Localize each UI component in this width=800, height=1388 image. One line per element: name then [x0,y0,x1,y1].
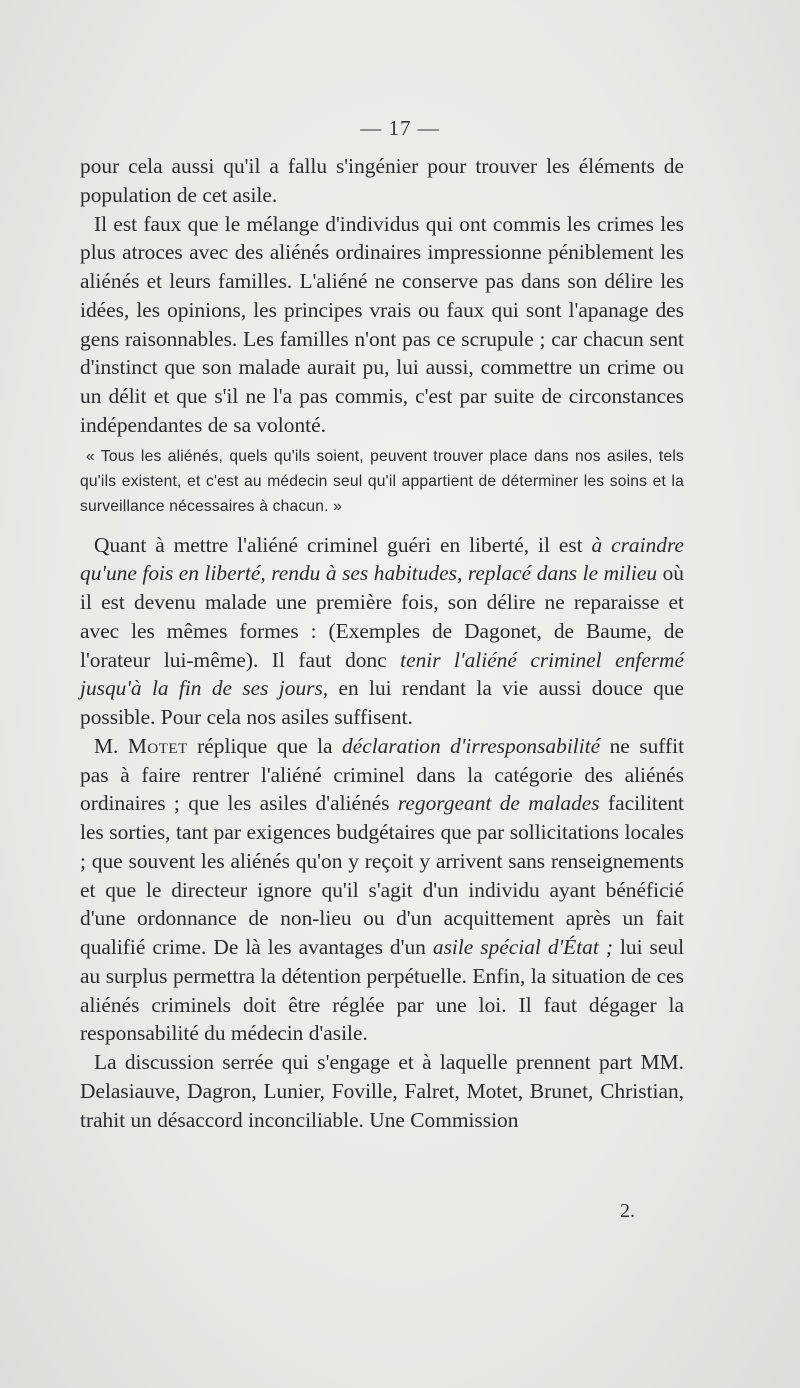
p3-text-2: où il est devenu malade une première fois, son délire ne reparaisse et avec les mêmes formes : (Exemples de Dagonet, de Baume, de l'orateur lui-même). Il faut donc [80,561,684,672]
signature-mark: 2. [620,1200,635,1222]
p4-italic-3: asile spécial d'État ; [432,935,613,959]
paragraph-liberation [80,531,684,732]
p3-text-3: en lui rendant la vie aussi douce que possible. Pour cela nos asiles suffisent. [80,676,684,729]
p4-italic-2: regorgeant de malades [397,791,600,816]
paragraph-families: Il est faux que le mélange d'individus qui ont commis les crimes les plus atroces avec des aliénés ordinaires impressionne péniblement les aliénés et leurs familles. L'aliéné ne conserve pas dans son délire les idées, les opinions, les principes vrais ou faux qui sont l'apanage des gens raisonnables. Les familles n'ont pas ce scrupule ; car chacun sent d'instinct que son malade aurait pu, lui aussi, commettre un crime ou un délit et que s'il ne l'a pas commis, c'est par suite de circonstances indépendantes de sa volonté. [80,211,684,437]
p4-prefix: M. [94,733,128,758]
p4-text-3: facilitent les sorties, tant par exigences budgétaires que par sollicitations locales ; que souvent les aliénés qu'on y reçoit y arrivent sans renseignements et que le directeur ignore qu'il s'agit d'un individu ayant bénéficié d'une ordonnance de non-lieu ou d'un acquittement après un fait qualifié crime. De là les avantages d'un [80,791,684,959]
speaker-name: Motet [127,733,188,758]
p3-italic-2: tenir l'aliéné criminel enfermé jusqu'à la fin de ses jours, [80,647,685,701]
p4-text-4: lui seul au surplus permettra la détention perpétuelle. Enfin, la situation de ces aliénés criminels doit être réglée par une loi. Il faut dégager la responsabilité du médecin d'asile. [80,935,685,1046]
paragraph-discussion: La discussion serrée qui s'engage et à laquelle prennent part MM. Delasiauve, Dagron, Lunier, Foville, Falret, Motet, Brunet, Christian, trahit un désaccord inconciliable. Une Commission [80,1050,684,1132]
p3-italic-1: à craindre qu'une fois en liberté, rendu à ses habitudes, replacé dans le milieu [80,532,684,586]
body-text [80,152,684,1134]
p4-text-1: réplique que la [187,733,343,758]
p3-text-1: Quant à mettre l'aliéné criminel guéri en liberté, il est [94,532,592,557]
page-number: — 17 — [360,116,440,140]
p4-italic-1: déclaration d'irresponsabilité [342,733,601,758]
paragraph-motet [80,732,684,1048]
paragraph-continuation: pour cela aussi qu'il a fallu s'ingénier pour trouver les éléments de population de cet asile. [80,154,684,207]
quoted-conclusion: « Tous les aliénés, quels qu'ils soient, peuvent trouver place dans nos asiles, tels qu'ils existent, et c'est au médecin seul qu'il appartient de déterminer les soins et la surveillance nécessaires à chacun. » [80,447,684,515]
p4-text-2: ne suffit pas à faire rentrer l'aliéné criminel dans la catégorie des aliénés ordinaires ; que les asiles d'aliénés [80,733,685,816]
